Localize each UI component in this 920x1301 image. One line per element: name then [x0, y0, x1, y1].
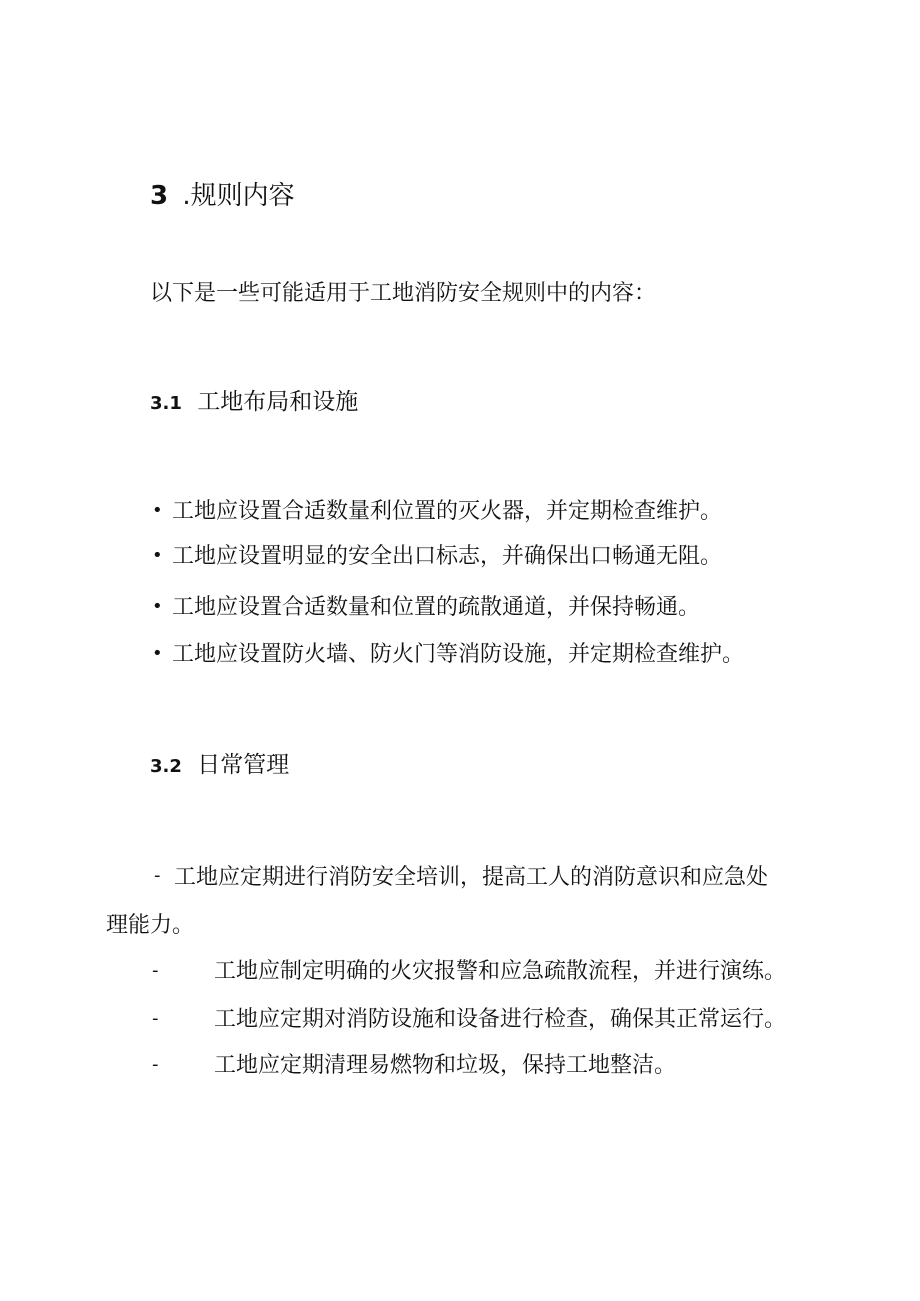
subsection-2-title: 日常管理 [197, 752, 290, 778]
list-item: 工地应设置合适数量和位置的疏散通道，并保持畅通。 [172, 595, 701, 620]
subsection-2-heading [150, 751, 289, 781]
dash-icon: - [152, 1008, 159, 1029]
dash-icon: - [154, 865, 161, 886]
subsection-1-number: 3.1 [150, 393, 182, 414]
list-item: 工地应设置防火墙、防火门等消防设施，并定期检查维护。 [172, 642, 745, 667]
subsection-2-number: 3.2 [150, 756, 182, 777]
subsection-1-title: 工地布局和设施 [197, 389, 359, 415]
list-item: 工地应定期对消防设施和设备进行检查，确保其正常运行。 [214, 1007, 787, 1032]
list-item: 工地应定期进行消防安全培训，提高工人的消防意识和应急处 [174, 865, 769, 890]
list-item-continuation: 理能力。 [106, 913, 195, 938]
section-heading [150, 181, 295, 211]
intro-paragraph: 以下是一些可能适用于工地消防安全规则中的内容： [150, 281, 657, 306]
bullet-icon: • [152, 500, 163, 521]
dash-icon: - [152, 1054, 159, 1075]
dash-icon: - [152, 960, 159, 981]
subsection-1-heading [150, 388, 358, 418]
list-item: 工地应定期清理易燃物和垃圾，保持工地整洁。 [214, 1053, 677, 1078]
section-title: .规则内容 [182, 181, 295, 211]
bullet-icon: • [152, 596, 163, 617]
bullet-icon: • [152, 545, 163, 566]
bullet-icon: • [152, 643, 163, 664]
list-item: 工地应制定明确的火灾报警和应急疏散流程，并进行演练。 [214, 959, 787, 984]
section-number: 3 [150, 181, 169, 211]
list-item: 工地应设置合适数量利位置的灭火器，并定期检查维护。 [172, 499, 723, 524]
list-item: 工地应设置明显的安全出口标志，并确保出口畅通无阻。 [172, 544, 723, 569]
